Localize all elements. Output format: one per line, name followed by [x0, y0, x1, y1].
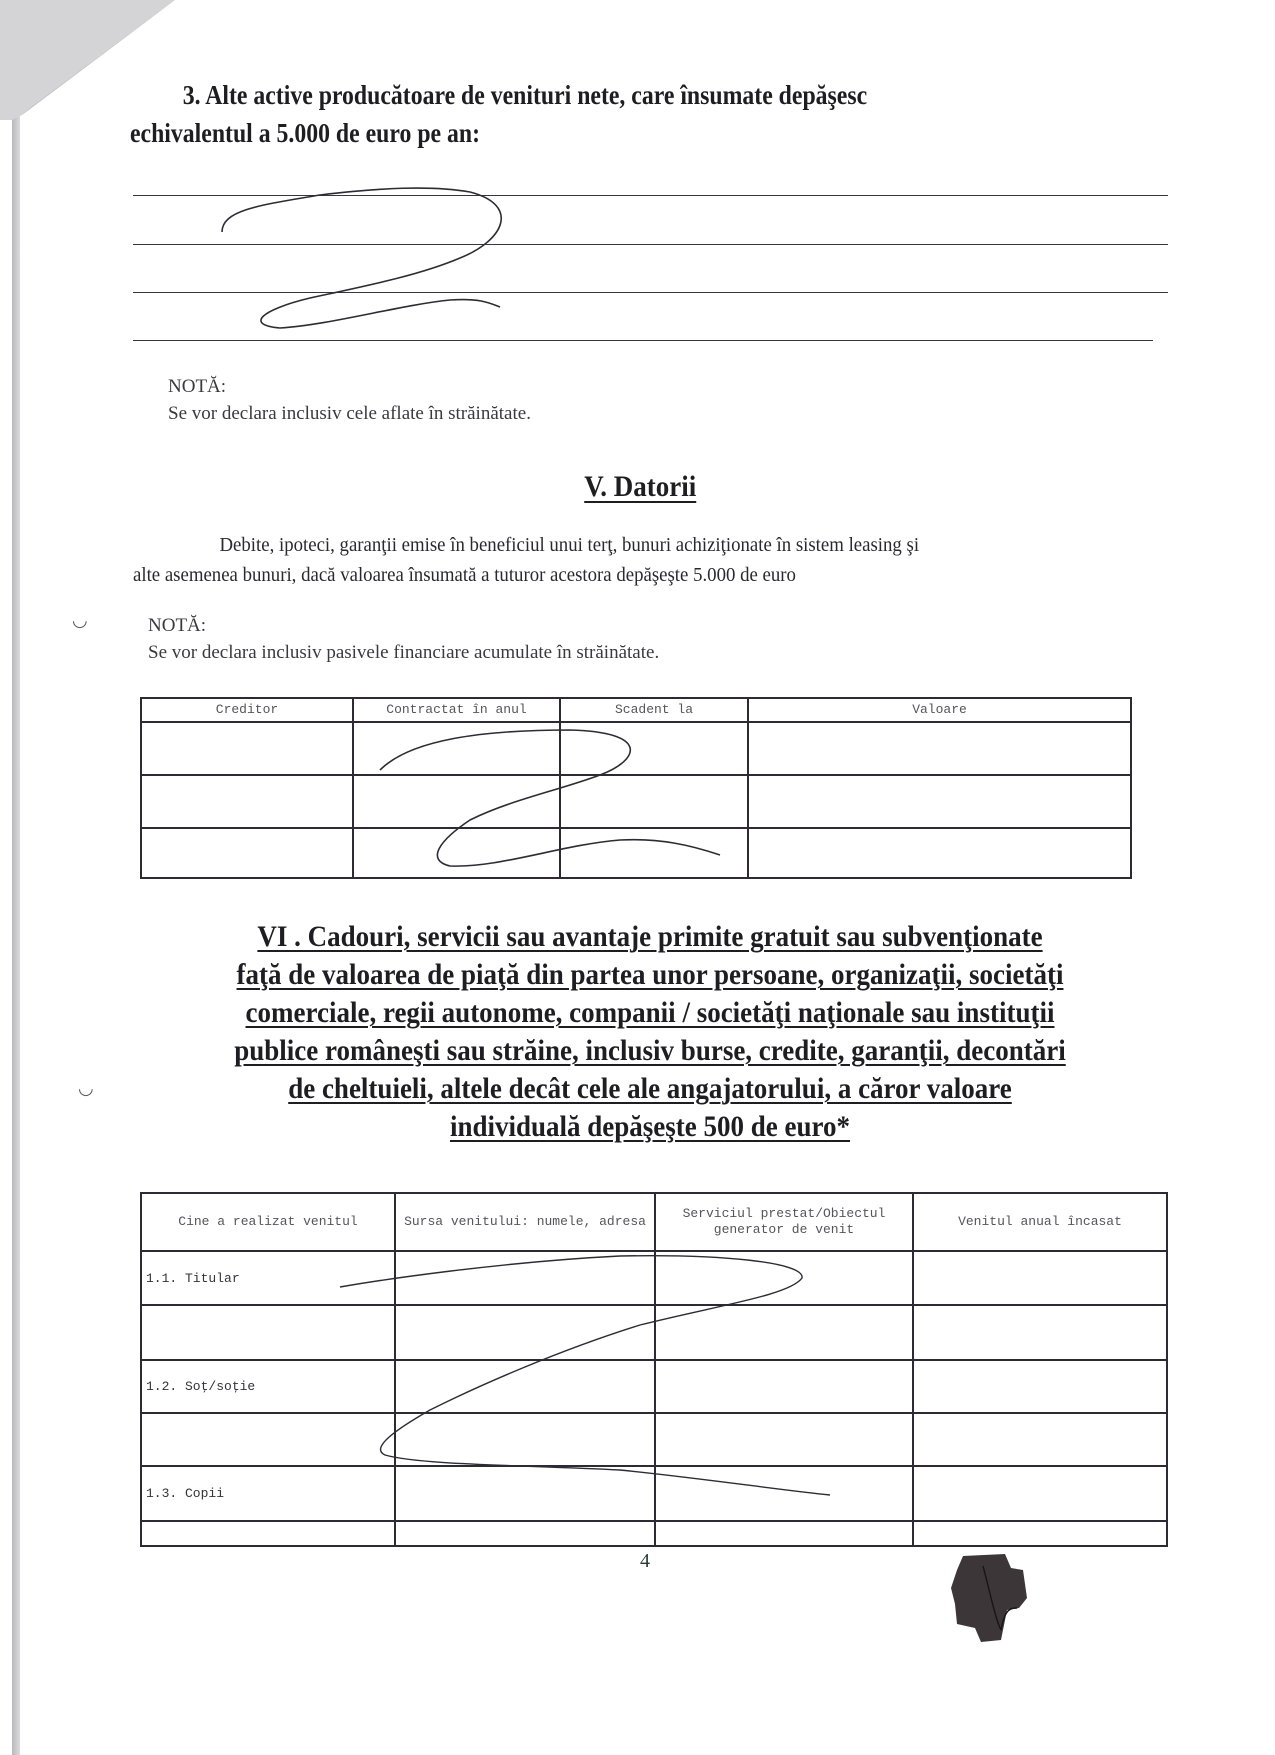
table-row — [141, 1360, 1167, 1413]
margin-tick-mark: ◡ — [72, 610, 88, 630]
cell-creditor[interactable] — [141, 775, 353, 828]
gifts-table — [140, 1192, 1168, 1547]
row-label-empty[interactable] — [141, 1305, 395, 1360]
section-3-heading-line-2: echivalentul a 5.000 de euro pe an: — [130, 118, 481, 148]
cell-income-source[interactable] — [395, 1466, 655, 1521]
table-header-row — [141, 1193, 1167, 1251]
blank-line-2[interactable] — [133, 244, 1168, 245]
blank-line-1[interactable] — [133, 195, 1168, 196]
cell-income-source[interactable] — [395, 1521, 655, 1546]
col-creditor: Creditor — [141, 698, 353, 722]
cell-annual-income[interactable] — [913, 1466, 1167, 1521]
cell-creditor[interactable] — [141, 722, 353, 775]
section-6-title-line: comerciale, regii autonome, companii / societăţi naţionale sau instituţii — [245, 996, 1055, 1029]
section-5-note — [148, 612, 659, 666]
cell-contract-year[interactable] — [353, 828, 560, 878]
debts-table — [140, 697, 1132, 879]
cell-service[interactable] — [655, 1360, 913, 1413]
table-row — [141, 1521, 1167, 1546]
section-6-title-line: VI . Cadouri, servicii sau avantaje primite gratuit sau subvenţionate — [257, 920, 1043, 953]
cell-value[interactable] — [748, 828, 1131, 878]
col-who-earned: Cine a realizat venitul — [141, 1193, 395, 1251]
cell-contract-year[interactable] — [353, 722, 560, 775]
section-6-title — [130, 918, 1170, 1146]
scan-edge — [12, 110, 20, 1755]
cell-contract-year[interactable] — [353, 775, 560, 828]
section-3-note — [168, 373, 531, 427]
note-text: Se vor declara inclusiv cele aflate în străinătate. — [168, 403, 531, 424]
cell-income-source[interactable] — [395, 1305, 655, 1360]
cell-creditor[interactable] — [141, 828, 353, 878]
cell-income-source[interactable] — [395, 1360, 655, 1413]
cell-income-source[interactable] — [395, 1413, 655, 1466]
row-label-spouse: 1.2. Soţ/soţie — [141, 1360, 395, 1413]
col-value: Valoare — [748, 698, 1131, 722]
blank-line-4[interactable] — [133, 340, 1153, 341]
cell-due-date[interactable] — [560, 722, 748, 775]
row-label-children: 1.3. Copii — [141, 1466, 395, 1521]
col-due-date: Scadent la — [560, 698, 748, 722]
page-number: 4 — [640, 1550, 650, 1572]
cell-value[interactable] — [748, 775, 1131, 828]
section-6-title-line: publice româneşti sau străine, inclusiv burse, credite, garanţii, decontări — [234, 1034, 1066, 1067]
cell-annual-income[interactable] — [913, 1305, 1167, 1360]
section-3-heading — [130, 76, 1010, 152]
cell-due-date[interactable] — [560, 828, 748, 878]
section-6-title-line: individuală depăşeşte 500 de euro* — [449, 1110, 851, 1143]
section-5-description — [133, 530, 1167, 590]
section-6-title-line: de cheltuieli, altele decât cele ale angajatorului, a căror valoare — [288, 1072, 1012, 1105]
col-service-provided: Serviciul prestat/Obiectul generator de venit — [655, 1193, 913, 1251]
table-row — [141, 828, 1131, 878]
section-6-title-line: faţă de valoarea de piaţă din partea unor persoane, organizaţii, societăţi — [236, 958, 1064, 991]
cell-service[interactable] — [655, 1466, 913, 1521]
ink-stamp-signature — [945, 1548, 1045, 1648]
cell-annual-income[interactable] — [913, 1360, 1167, 1413]
table-row — [141, 1251, 1167, 1305]
section-3-heading-line-1: 3. Alte active producătoare de venituri nete, care însumate depăşesc — [182, 80, 868, 110]
cell-due-date[interactable] — [560, 775, 748, 828]
section-5-title: V. Datorii — [584, 470, 697, 503]
cell-value[interactable] — [748, 722, 1131, 775]
table-row — [141, 722, 1131, 775]
table-row — [141, 1413, 1167, 1466]
cell-service[interactable] — [655, 1305, 913, 1360]
cell-service[interactable] — [655, 1251, 913, 1305]
col-contract-year: Contractat în anul — [353, 698, 560, 722]
note-text: Se vor declara inclusiv pasivele financiare acumulate în străinătate. — [148, 642, 660, 663]
col-annual-income: Venitul anual încasat — [913, 1193, 1167, 1251]
row-label-titular: 1.1. Titular — [141, 1251, 395, 1305]
description-line-1: Debite, ipoteci, garanţii emise în beneficiul unui terţ, bunuri achiziţionate în sistem leasing şi — [219, 534, 920, 556]
cell-service[interactable] — [655, 1413, 913, 1466]
cell-income-source[interactable] — [395, 1251, 655, 1305]
note-label: NOTĂ: — [148, 615, 207, 636]
cell-annual-income[interactable] — [913, 1521, 1167, 1546]
blank-line-3[interactable] — [133, 292, 1168, 293]
table-row — [141, 1466, 1167, 1521]
row-label-empty[interactable] — [141, 1521, 395, 1546]
description-line-2: alte asemenea bunuri, dacă valoarea însumată a tuturor acestora depăşeşte 5.000 de euro — [133, 564, 796, 586]
col-income-source: Sursa venitului: numele, adresa — [395, 1193, 655, 1251]
margin-tick-mark: ◡ — [78, 1078, 94, 1098]
table-row — [141, 775, 1131, 828]
table-header-row — [141, 698, 1131, 722]
table-row — [141, 1305, 1167, 1360]
cell-annual-income[interactable] — [913, 1413, 1167, 1466]
note-label: NOTĂ: — [168, 376, 227, 397]
cell-service[interactable] — [655, 1521, 913, 1546]
cell-annual-income[interactable] — [913, 1251, 1167, 1305]
row-label-empty[interactable] — [141, 1413, 395, 1466]
